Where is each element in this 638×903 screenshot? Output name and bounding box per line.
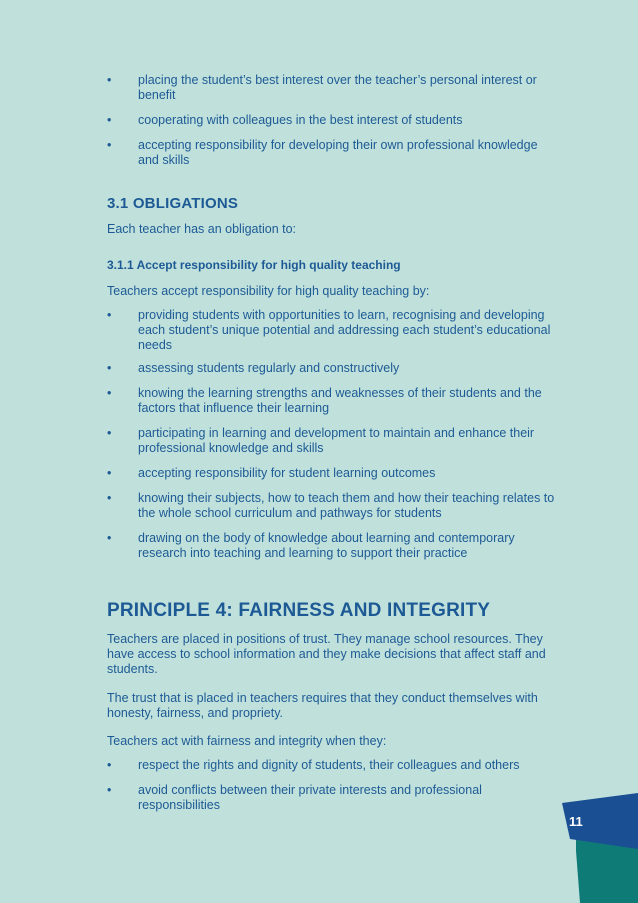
obligations-intro: Each teacher has an obligation to:	[107, 222, 297, 236]
principle-4-paragraph-1: Teachers are placed in positions of trust. They manage school resources. They have access to school information and they make decisions that affect staff and students.	[107, 632, 546, 676]
list-item: • accepting responsibility for developing their own professional knowledge and skills	[107, 138, 538, 167]
principle-4-bullet-list	[107, 758, 557, 821]
page-number: 11	[569, 814, 583, 829]
list-item: • cooperating with colleagues in the best interest of students	[107, 113, 463, 127]
page-number-tab	[562, 793, 638, 903]
list-item: • knowing the learning strengths and weaknesses of their students and the factors that influence their learning	[107, 386, 542, 415]
list-item: • avoid conflicts between their private interests and professional responsibilities	[107, 783, 482, 812]
principle-4-paragraph-2: The trust that is placed in teachers requires that they conduct themselves with honesty, fairness, and propriety.	[107, 691, 538, 720]
obligations-bullet-list	[107, 308, 557, 569]
list-item: • respect the rights and dignity of students, their colleagues and others	[107, 758, 520, 772]
list-item: • placing the student’s best interest over the teacher’s personal interest or benefit	[107, 73, 537, 102]
list-item: • knowing their subjects, how to teach them and how their teaching relates to the whole school curriculum and pathways for students	[107, 491, 555, 520]
obligations-lead: Teachers accept responsibility for high quality teaching by:	[107, 284, 430, 298]
top-bullet-list	[107, 73, 557, 176]
list-item: • drawing on the body of knowledge about learning and contemporary research into teaching and learning to support their practice	[107, 531, 515, 560]
subheading-high-quality-teaching: 3.1.1 Accept responsibility for high quality teaching	[107, 258, 401, 272]
list-item: • providing students with opportunities to learn, recognising and developing each student’s unique potential and addressing each student’s educational needs	[107, 308, 551, 352]
list-item: • assessing students regularly and constructively	[107, 361, 400, 375]
principle-4-lead: Teachers act with fairness and integrity when they:	[107, 734, 387, 748]
list-item: • accepting responsibility for student learning outcomes	[107, 466, 436, 480]
principle-4-heading: PRINCIPLE 4: FAIRNESS AND INTEGRITY	[107, 600, 491, 621]
list-item: • participating in learning and development to maintain and enhance their professional knowledge and skills	[107, 426, 535, 455]
section-heading-obligations: 3.1 OBLIGATIONS	[107, 195, 239, 212]
